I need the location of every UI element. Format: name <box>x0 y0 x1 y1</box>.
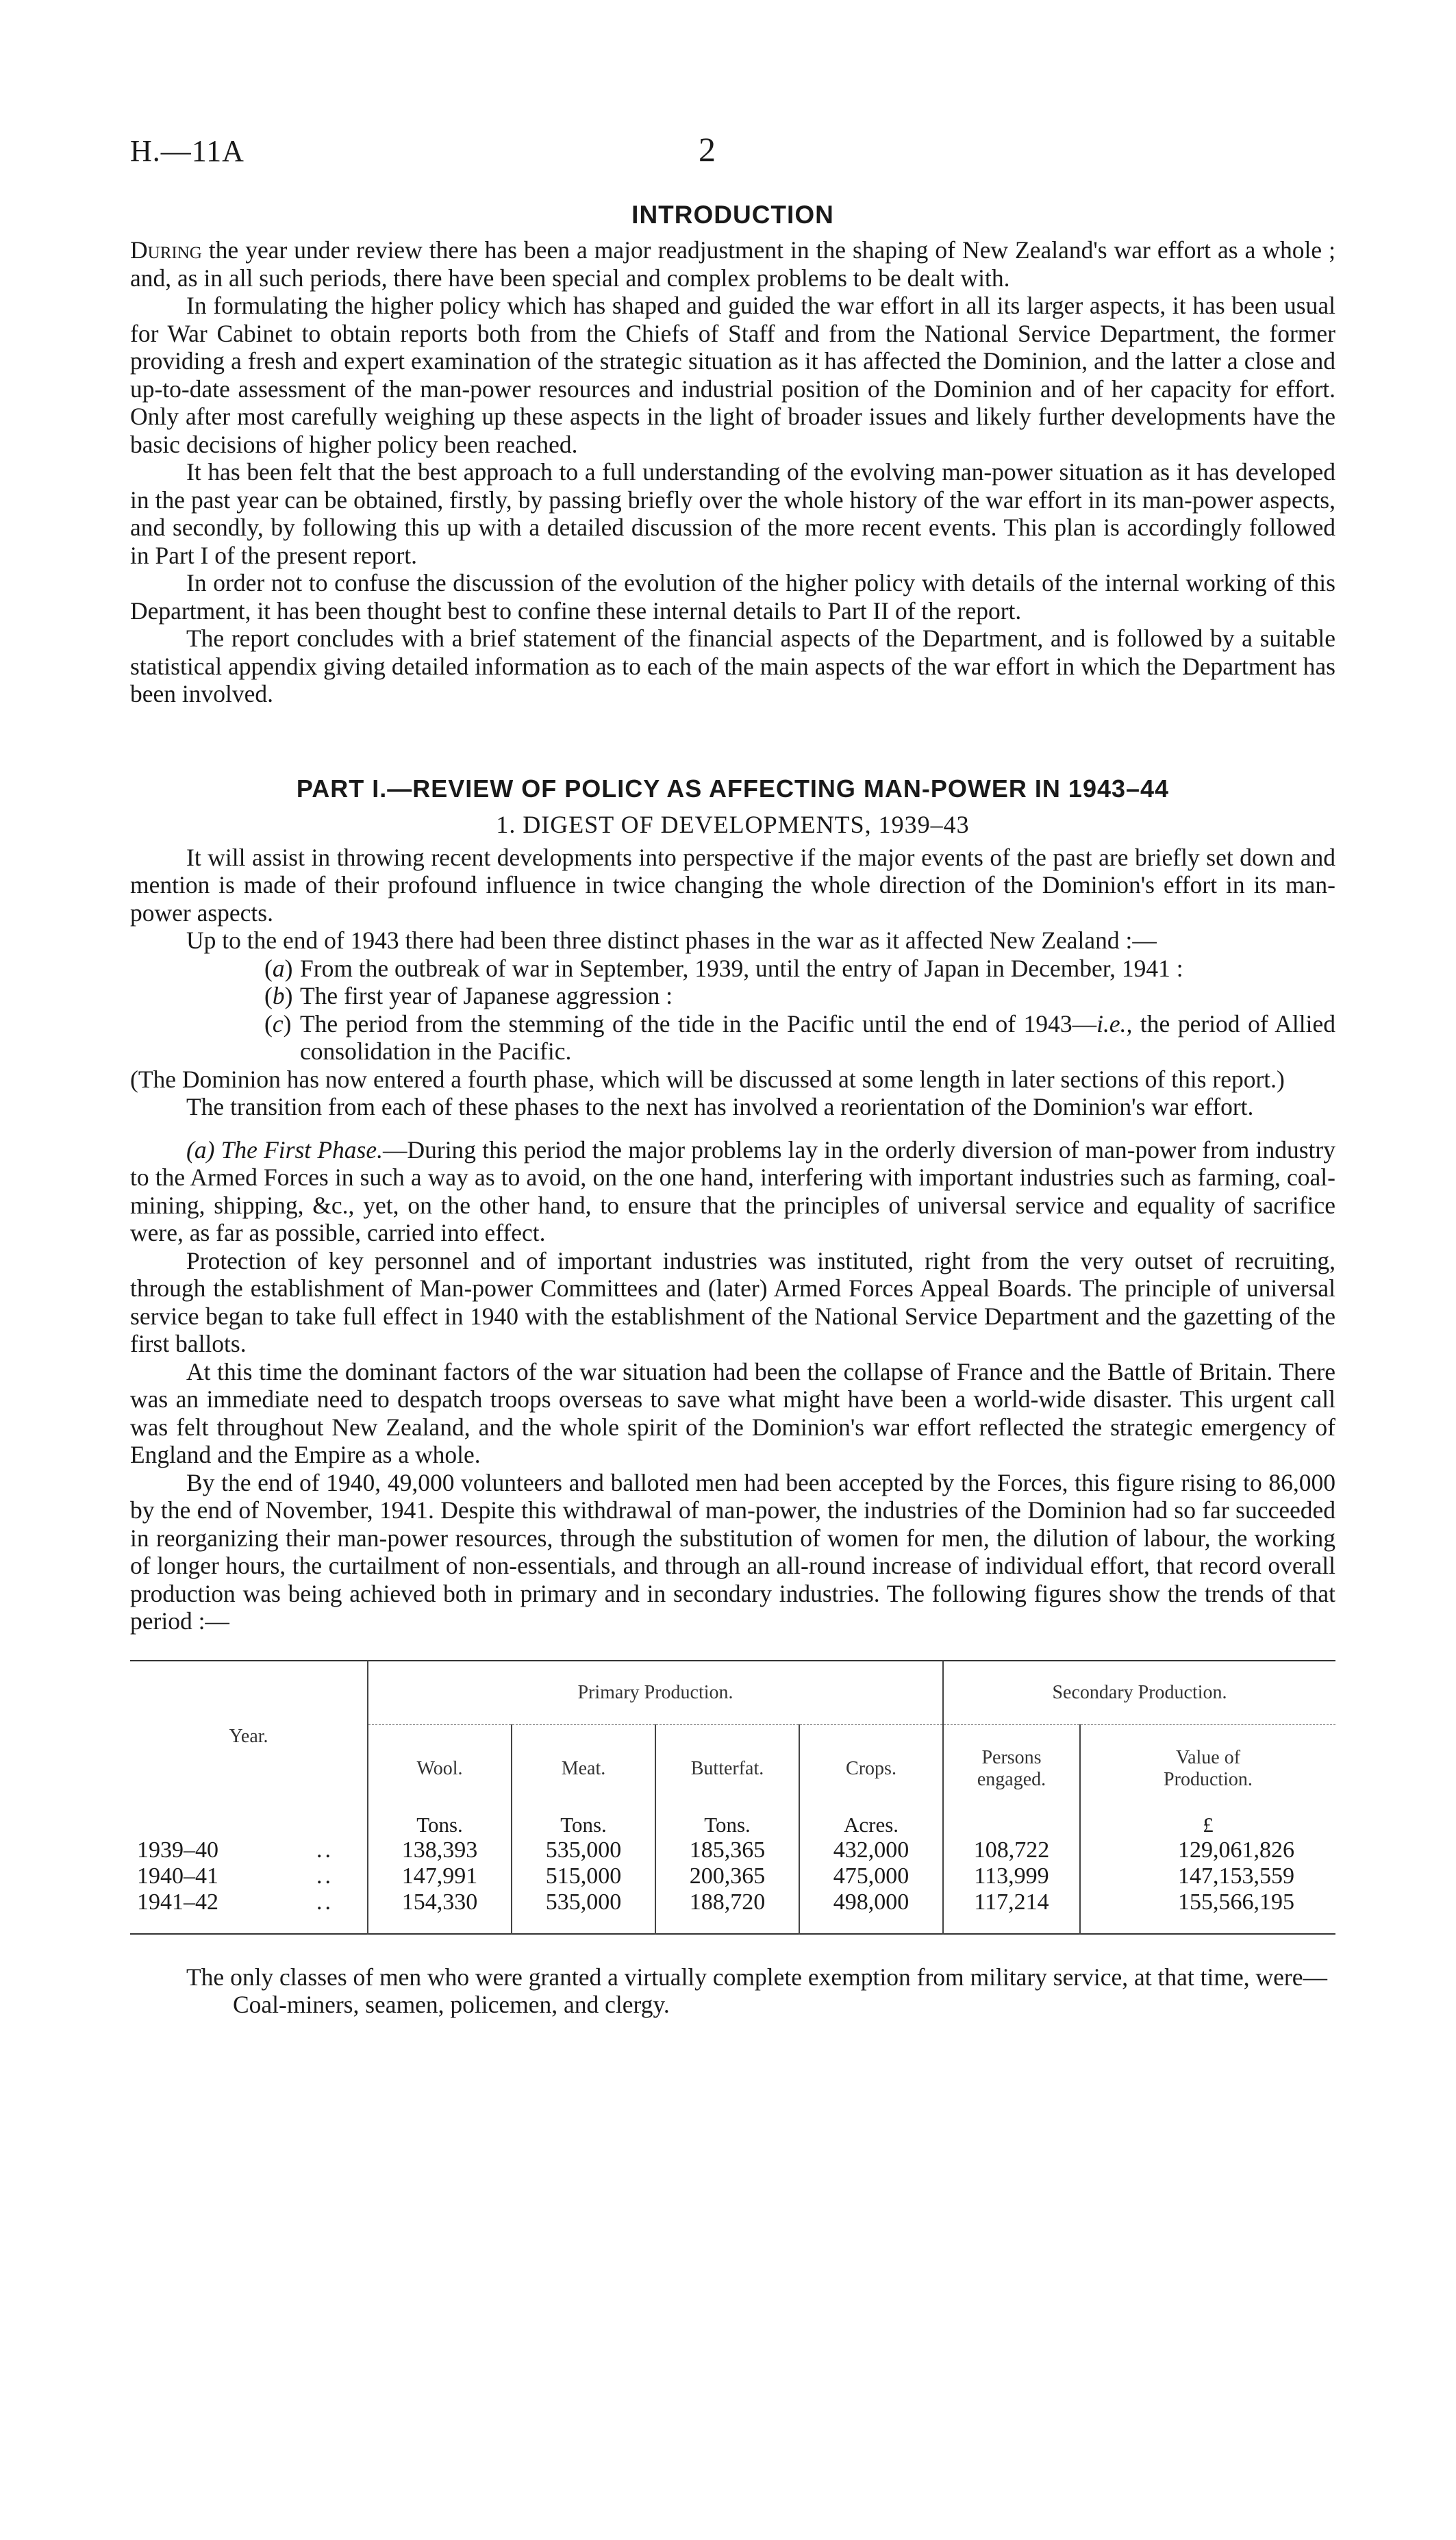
cell-persons: 113,999 <box>943 1863 1080 1889</box>
crops-column-header: Crops. <box>799 1724 943 1813</box>
phase-label: ( a ) <box>264 955 300 983</box>
phase-list-item <box>130 982 1335 1010</box>
first-phase-text: —During this period the major problems lay in the orderly diversion of man-power from industry to the Armed Forces in such a way as to avoid, on the one hand, interfering with important industries such as farming, coal-mining, shipping, &c., yet, on the other hand, to ensure that the principles of universal service and equality of sacrifice were, as far as possible, carried into effect. <box>130 1135 1335 1246</box>
value-header-line-2: Production. <box>1164 1768 1253 1790</box>
cell-meat: 535,000 <box>512 1889 655 1934</box>
introduction-heading: INTRODUCTION <box>631 201 834 229</box>
units-row <box>130 1813 1335 1837</box>
butterfat-column-header: Butterfat. <box>655 1724 799 1813</box>
cell-value: 147,153,559 <box>1080 1863 1335 1889</box>
cell-butterfat: 185,365 <box>655 1837 799 1863</box>
intro-dropcap-word: During <box>130 236 202 264</box>
table-spacer <box>130 1935 1335 1963</box>
intro-paragraph-4: In order not to confuse the discussion of the evolution of the higher policy with details of the internal working of this Department, it has been thought best to confine these internal details to Part II of the report. <box>130 569 1335 625</box>
cell-year: 1941–42 <box>137 1889 218 1915</box>
cell-leader-dots: .. <box>316 1889 334 1915</box>
part1-paragraph-7: By the end of 1940, 49,000 volunteers and balloted men had been accepted by the Forces, this figure rising to 86,000 by the end of November, 1941. Despite this withdrawal of man-power, the industries of the Dominion had so far succeeded in reorganizing their man-power resources, through the substitution of women for men, the dilution of labour, the working of longer hours, the curtailment of non-essentials, and through an all-round increase of individual effort, that record overall production was being achieved both in primary and in secondary industries. The following figures show the trends of that period :— <box>130 1468 1335 1635</box>
part1-paragraph-5: Protection of key personnel and of important industries was instituted, right from the very outset of recruiting, through the establishment of Man-power Committees and (later) Armed Forces Appeal Boards. The principle of universal service began to take full effect in 1940 with the establishment of the National Service Department and the gazetting of the first ballots. <box>130 1246 1335 1357</box>
phase-list-item <box>130 955 1335 983</box>
cell-crops: 475,000 <box>799 1863 943 1889</box>
intro-paragraph-2: In formulating the higher policy which has shaped and guided the war effort in all its larger aspects, it has been usual for War Cabinet to obtain reports both from the Chiefs of Staff and from the National Service Department, the former providing a fresh and expert examination of the strategic situation as it has affected the Dominion, and the latter a close and up-to-date assessment of the man-power resources and industrial position of the Dominion and of her capacity for effort. Only after most carefully weighing up these aspects in the light of broader issues and likely further developments have the basic decisions of higher policy been reached. <box>130 292 1335 458</box>
meat-column-header: Meat. <box>512 1724 655 1813</box>
cell-year: 1940–41 <box>137 1863 218 1889</box>
cell-wool: 147,991 <box>368 1863 512 1889</box>
intro-paragraph-5: The report concludes with a brief statement of the financial aspects of the Department, and is followed by a suitable statistical appendix giving detailed information as to each of the main aspects of the war effort in which the Department has been involved. <box>130 625 1335 707</box>
primary-production-header: Primary Production. <box>368 1661 943 1725</box>
persons-header-line-1: Persons <box>981 1746 1042 1768</box>
part1-paragraph-2: Up to the end of 1943 there had been three distinct phases in the war as it affected New Zealand :— <box>186 927 1157 954</box>
production-trends-table <box>130 1660 1335 1935</box>
phase-label: ( c ) <box>264 1010 300 1038</box>
butterfat-unit: Tons. <box>655 1813 799 1837</box>
cell-persons: 108,722 <box>943 1837 1080 1863</box>
phase-text-end: the period of Allied consolidation in the Pacific. <box>300 1009 1335 1065</box>
cell-butterfat: 188,720 <box>655 1889 799 1934</box>
part1-paragraph-1: It will assist in throwing recent developments into perspective if the major events of the past are briefly set down and mention is made of their profound influence in twice changing the whole direction of the Dominion's effort in its man-power aspects. <box>130 843 1335 927</box>
cell-value: 155,566,195 <box>1080 1889 1335 1934</box>
section-spacer <box>130 708 1335 770</box>
first-phase-paragraph <box>130 1136 1335 1247</box>
table-row <box>130 1889 1335 1934</box>
phase-text: The first year of Japanese aggression : <box>300 982 673 1009</box>
part-one-heading: PART I.—REVIEW OF POLICY AS AFFECTING MAN-POWER IN 1943–44 <box>296 774 1170 803</box>
page-body <box>130 195 1335 2019</box>
cell-value: 129,061,826 <box>1080 1837 1335 1863</box>
exempted-classes-line: Coal-miners, seamen, policemen, and clergy. <box>233 1991 670 2018</box>
part1-paragraph-4: The transition from each of these phases to the next has involved a reorientation of the Dominion's war effort. <box>186 1093 1254 1120</box>
cell-wool: 154,330 <box>368 1889 512 1934</box>
year-column-header: Year. <box>229 1726 268 1747</box>
cell-meat: 535,000 <box>512 1837 655 1863</box>
cell-crops: 432,000 <box>799 1837 943 1863</box>
phase-text-italic: i.e., <box>1096 1009 1133 1038</box>
secondary-production-header: Secondary Production. <box>943 1661 1335 1725</box>
cell-leader-dots: .. <box>316 1863 334 1889</box>
table-row <box>130 1863 1335 1889</box>
first-phase-label: (a) The First Phase. <box>186 1135 383 1164</box>
cell-wool: 138,393 <box>368 1837 512 1863</box>
intro-paragraph-3: It has been felt that the best approach to a full understanding of the evolving man-power situation as it has developed in the past year can be obtained, firstly, by passing briefly over the whole history of the war effort in its man-power aspects, and secondly, by following this up with a detailed discussion of the more recent events. This plan is accordingly followed in Part I of the present report. <box>130 458 1335 569</box>
wool-unit: Tons. <box>368 1813 512 1837</box>
persons-header-line-2: engaged. <box>977 1768 1046 1790</box>
running-head <box>130 130 1335 188</box>
value-header-line-1: Value of <box>1175 1746 1241 1768</box>
cell-leader-dots: .. <box>316 1837 334 1863</box>
phase-label: ( b ) <box>264 982 300 1010</box>
part1-paragraph-6: At this time the dominant factors of the war situation had been the collapse of France and the Battle of Britain. There was an immediate need to despatch troops overseas to save what might have been a world-wide disaster. This urgent call was felt throughout New Zealand, and the whole spirit of the Dominion's war effort reflected the strategic emergency of England and the Empire as a whole. <box>130 1357 1335 1468</box>
digest-subheading: 1. DIGEST OF DEVELOPMENTS, 1939–43 <box>496 810 970 838</box>
crops-unit: Acres. <box>799 1813 943 1837</box>
cell-persons: 117,214 <box>943 1889 1080 1934</box>
cell-meat: 515,000 <box>512 1863 655 1889</box>
phase-text: From the outbreak of war in September, 1939, until the entry of Japan in December, 1941 : <box>300 954 1183 982</box>
closing-paragraph: The only classes of men who were granted a virtually complete exemption from military service, at that time, were— <box>186 1963 1327 1991</box>
meat-unit: Tons. <box>512 1813 655 1837</box>
value-unit: £ <box>1080 1813 1335 1837</box>
intro-paragraph-1 <box>130 236 1335 292</box>
wool-column-header: Wool. <box>368 1724 512 1813</box>
report-reference: H.—11A <box>130 134 244 168</box>
paragraph-spacer <box>130 1121 1335 1136</box>
intro-paragraph-1-text: the year under review there has been a major readjustment in the shaping of New Zealand's war effort as a whole ; and, as in all such periods, there have been special and complex problems to be dealt with. <box>130 236 1335 292</box>
page-number: 2 <box>699 130 716 168</box>
phase-text: The period from the stemming of the tide in the Pacific until the end of 1943— <box>300 1009 1097 1038</box>
table-row <box>130 1837 1335 1863</box>
value-production-column-header <box>1080 1724 1335 1813</box>
part1-paragraph-3: (The Dominion has now entered a fourth phase, which will be discussed at some length in later sections of this report.) <box>130 1065 1285 1093</box>
persons-engaged-column-header <box>943 1724 1080 1813</box>
cell-year: 1939–40 <box>137 1837 218 1863</box>
phase-list-item <box>130 1010 1335 1066</box>
cell-crops: 498,000 <box>799 1889 943 1934</box>
cell-butterfat: 200,365 <box>655 1863 799 1889</box>
